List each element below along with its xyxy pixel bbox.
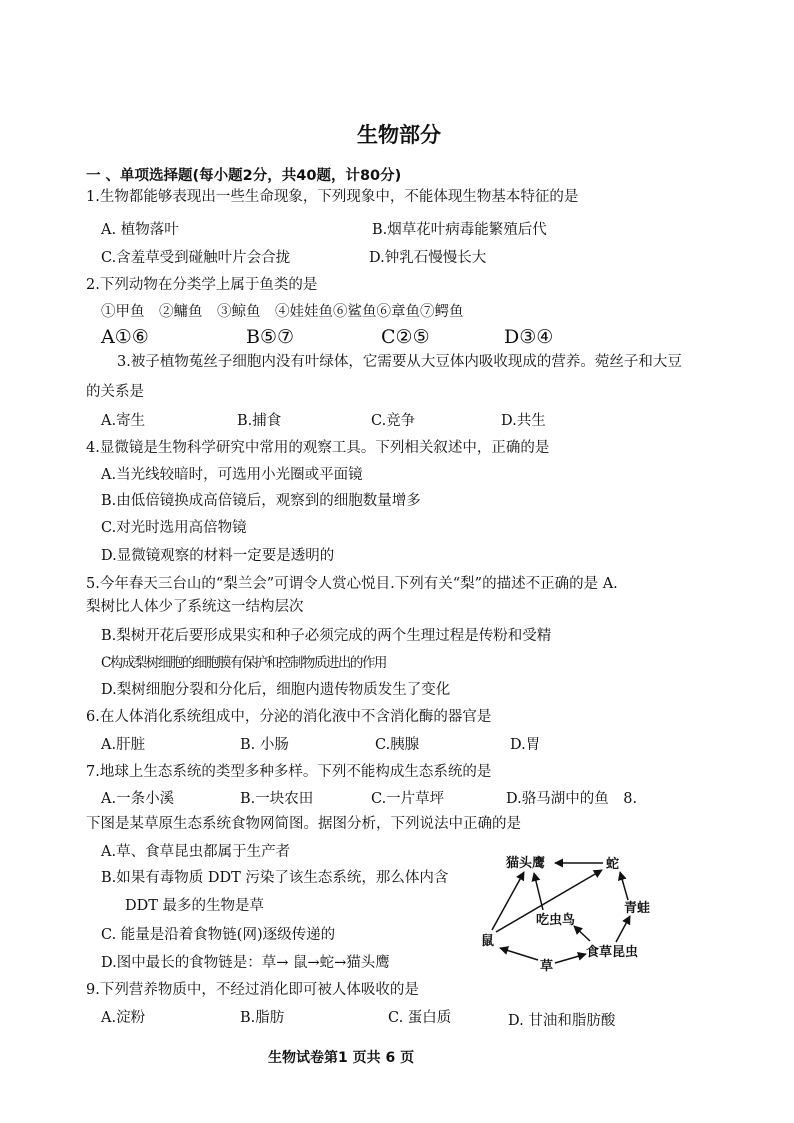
node-frog: 青蛙	[624, 901, 651, 916]
question-1-option-c: C.含羞草受到碰触叶片会合拢	[101, 250, 291, 266]
question-2-stem: 2.下列动物在分类学上属于鱼类的是	[86, 277, 318, 293]
node-snake: 蛇	[606, 857, 620, 872]
section-heading: 一 、单项选择题(每小题2分，共40题，计80分)	[86, 168, 402, 184]
question-4-option-b: B.由低倍镜换成高倍镜后，观察到的细胞数量增多	[101, 493, 421, 509]
question-9-option-d: D. 甘油和脂肪酸	[508, 1013, 616, 1029]
question-3-option-b: B.捕食	[237, 413, 282, 429]
question-5-option-b: B.梨树开花后要形成果实和种子必须完成的两个生理过程是传粉和受精	[101, 628, 552, 644]
question-6-option-c: C.胰腺	[375, 737, 420, 753]
question-4-option-c: C.对光时选用高倍物镜	[101, 520, 247, 536]
question-5-stem-line1: 5.今年春天三台山的“梨兰会”可谓令人赏心悦目.下列有关“梨”的描述不正确的是 A.	[86, 576, 618, 592]
question-7-option-b: B.一块农田	[240, 791, 314, 807]
question-4-stem: 4.显微镜是生物科学研究中常用的观察工具。下列相关叙述中，正确的是	[86, 440, 550, 456]
question-6-stem: 6.在人体消化系统组成中，分泌的消化液中不含消化酶的器官是	[86, 709, 492, 725]
page-footer: 生物试卷第1 页共 6 页	[268, 1050, 415, 1066]
question-8-option-a: A.草、食草昆虫都属于生产者	[101, 844, 291, 860]
question-8-stem: 下图是某草原生态系统食物网简图。据图分析，下列说法中正确的是	[86, 816, 521, 832]
question-7-stem: 7.地球上生态系统的类型多种多样。下列不能构成生态系统的是	[86, 764, 492, 780]
question-2-items: ①甲鱼 ②鳙鱼 ③鲸鱼 ④娃娃鱼⑥鲨鱼⑥章鱼⑦鳄鱼	[101, 304, 464, 320]
node-insect: 食草昆虫	[586, 945, 639, 960]
question-5-option-c: C构成梨树细胞的细胞膜有保护和控制物质进出的作用	[101, 655, 386, 671]
question-6-option-d: D.胃	[510, 737, 541, 753]
node-bird: 吃虫鸟	[536, 913, 576, 928]
question-2-option-d: D③④	[504, 326, 554, 348]
question-9-option-c: C. 蛋白质	[388, 1010, 452, 1026]
question-9-option-a: A.淀粉	[101, 1010, 146, 1026]
question-3-stem-line2: 的关系是	[86, 384, 144, 400]
question-6-option-b: B. 小肠	[240, 737, 289, 753]
question-8-option-b-line2: DDT 最多的生物是草	[125, 898, 265, 914]
question-2-option-a: A①⑥	[101, 326, 149, 348]
question-9-stem: 9.下列营养物质中，不经过消化即可被人体吸收的是	[86, 982, 419, 998]
question-8-option-d: D.图中最长的食物链是：草→ 鼠→蛇→猫头鹰	[101, 955, 390, 971]
question-1-option-a: A. 植物落叶	[101, 222, 179, 238]
question-3-option-d: D.共生	[501, 413, 546, 429]
question-6-option-a: A.肝脏	[101, 737, 146, 753]
question-7-option-c: C.一片草坪	[371, 791, 445, 807]
node-owl: 猫头鹰	[506, 856, 546, 871]
question-2-option-c: C②⑤	[381, 326, 430, 348]
arrow-grass-to-insect	[555, 954, 586, 963]
page-title: 生物部分	[357, 123, 441, 147]
question-3-option-c: C.竞争	[371, 413, 416, 429]
question-8-option-b-line1: B.如果有毒物质 DDT 污染了该生态系统，那么体内含	[101, 870, 449, 886]
question-9-option-b: B.脂肪	[240, 1010, 285, 1026]
arrow-insect-to-bird	[574, 926, 590, 941]
node-grass: 草	[540, 959, 554, 974]
arrow-mouse-to-owl	[492, 872, 524, 930]
food-web-diagram	[478, 848, 663, 978]
arrow-insect-to-frog	[616, 916, 630, 942]
node-mouse: 鼠	[481, 934, 495, 949]
question-3-option-a: A.寄生	[101, 413, 146, 429]
question-1-option-b: B.烟草花叶病毒能繁殖后代	[372, 222, 547, 238]
arrow-grass-to-mouse	[500, 948, 538, 960]
question-8-option-c: C. 能量是沿着食物链(网)逐级传递的	[101, 927, 336, 943]
question-7-option-d: D.骆马湖中的鱼 8.	[506, 791, 638, 807]
question-5-option-d: D.梨树细胞分裂和分化后，细胞内遗传物质发生了变化	[101, 682, 451, 698]
question-4-option-d: D.显微镜观察的材料一定要是透明的	[101, 548, 335, 564]
question-7-option-a: A.一条小溪	[101, 791, 175, 807]
question-3-stem-line1: 3.被子植物菟丝子细胞内没有叶绿体，它需要从大豆体内吸收现成的营养。菀丝子和大豆	[117, 354, 682, 370]
question-4-option-a: A.当光线较暗时，可选用小光圈或平面镜	[101, 467, 363, 483]
question-2-option-b: B⑤⑦	[246, 326, 295, 348]
arrow-frog-to-snake	[620, 872, 628, 900]
question-1-stem: 1.生物都能够表现出一些生命现象，下列现象中，不能体现生物基本特征的是	[86, 189, 579, 205]
question-5-stem-line2: 梨树比人体少了系统这一结构层次	[86, 599, 304, 615]
question-1-option-d: D.钟乳石慢慢长大	[369, 250, 487, 266]
